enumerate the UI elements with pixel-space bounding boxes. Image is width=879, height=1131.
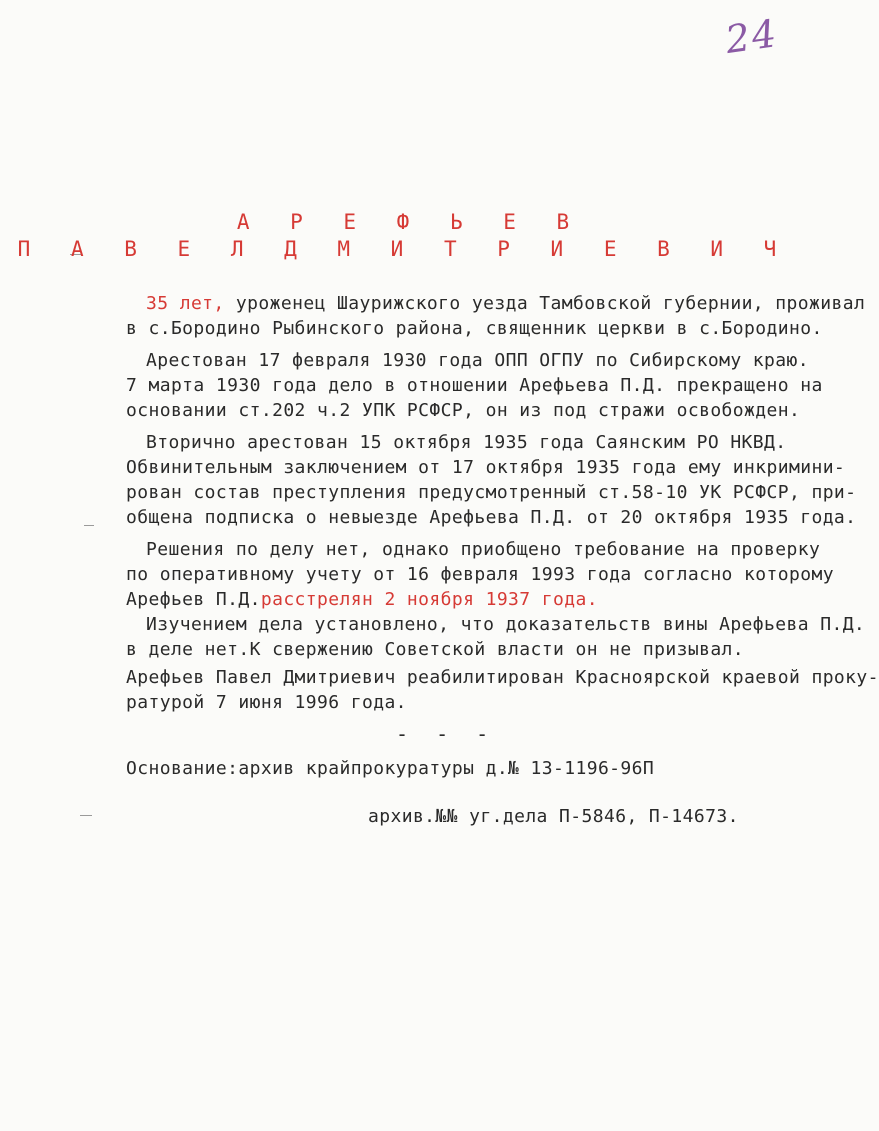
handwritten-page-number: 24	[722, 11, 781, 62]
execution-date-text: расстрелян 2 ноября 1937 года.	[260, 589, 598, 610]
paragraph-4-line-3	[126, 589, 598, 611]
paragraph-5-line-2: в деле нет.К свержению Советской власти он не призывал.	[126, 639, 745, 660]
birthplace-text: уроженец Шаурижского уезда Тамбовской губернии, проживал	[224, 293, 866, 314]
paragraph-3-line-1: Вторично арестован 15 октября 1935 года Саянским РО НКВД.	[146, 432, 787, 453]
paragraph-6-line-2: ратурой 7 июня 1996 года.	[126, 692, 407, 713]
paragraph-2-line-3: основании ст.202 ч.2 УПК РСФСР, он из под стражи освобожден.	[126, 400, 801, 421]
paragraph-2-line-1: Арестован 17 февраля 1930 года ОПП ОГПУ по Сибирскому краю.	[146, 350, 809, 371]
paragraph-3-line-2: Обвинительным заключением от 17 октября 1935 года ему инкримини-	[126, 457, 846, 478]
title-surname: А Р Е Ф Ь Е В	[236, 210, 584, 234]
basis-reference: Основание:архив крайпрокуратуры д.№ 13-1196-96П	[126, 758, 655, 779]
paragraph-4-line-2: по оперативному учету от 16 февраля 1993 года согласно которому	[126, 564, 834, 585]
name-reference: Арефьев П.Д.	[126, 589, 261, 610]
margin-mark	[80, 815, 92, 816]
paragraph-1-line-2: в с.Бородино Рыбинского района, священник церкви в с.Бородино.	[126, 318, 823, 339]
margin-mark	[84, 525, 94, 526]
paragraph-1-line-1	[146, 293, 865, 315]
archive-reference: архив.№№ уг.дела П-5846, П-14673.	[368, 806, 739, 827]
title-name: П А В Е Л Д М И Т Р И Е В И Ч	[17, 237, 791, 261]
paragraph-5-line-1: Изучением дела установлено, что доказательств вины Арефьева П.Д.	[146, 614, 866, 635]
paragraph-3-line-3: рован состав преступления предусмотренный ст.58-10 УК РСФСР, при-	[126, 482, 857, 503]
paragraph-2-line-2: 7 марта 1930 года дело в отношении Арефьева П.Д. прекращено на	[126, 375, 823, 396]
paragraph-6-line-1: Арефьев Павел Дмитриевич реабилитирован Красноярской краевой проку-	[126, 667, 879, 688]
separator: - - -	[396, 722, 497, 746]
paragraph-3-line-4: общена подписка о невыезде Арефьева П.Д. от 20 октября 1935 года.	[126, 507, 857, 528]
age-text: 35 лет,	[146, 293, 225, 314]
paragraph-4-line-1: Решения по делу нет, однако приобщено требование на проверку	[146, 539, 821, 560]
